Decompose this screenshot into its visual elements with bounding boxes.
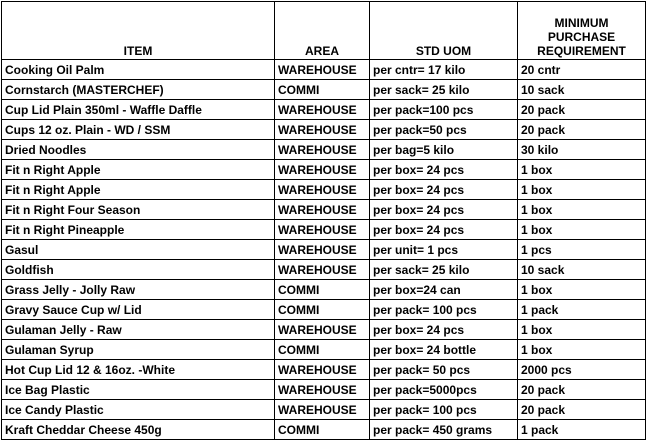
- item-cell: Gasul: [2, 240, 275, 260]
- std-uom-cell: per pack= 50 pcs: [370, 360, 518, 380]
- table-row: [2, 340, 646, 360]
- item-cell: Grass Jelly - Jolly Raw: [2, 280, 275, 300]
- item-cell: Cup Lid Plain 350ml - Waffle Daffle: [2, 100, 275, 120]
- std-uom-cell: per box= 24 pcs: [370, 180, 518, 200]
- area-cell: WAREHOUSE: [275, 260, 370, 280]
- min-purchase-cell: 1 pcs: [518, 240, 646, 260]
- min-purchase-cell: 2000 pcs: [518, 360, 646, 380]
- table-body: [2, 60, 646, 440]
- area-cell: WAREHOUSE: [275, 360, 370, 380]
- std-uom-cell: per box= 24 bottle: [370, 340, 518, 360]
- table-row: [2, 200, 646, 220]
- std-uom-cell: per pack=5000pcs: [370, 380, 518, 400]
- area-cell: WAREHOUSE: [275, 120, 370, 140]
- item-cell: Gravy Sauce Cup w/ Lid: [2, 300, 275, 320]
- std-uom-cell: per bag=5 kilo: [370, 140, 518, 160]
- table-row: [2, 140, 646, 160]
- area-cell: WAREHOUSE: [275, 160, 370, 180]
- table-row: [2, 220, 646, 240]
- table-row: [2, 60, 646, 80]
- item-cell: Fit n Right Apple: [2, 160, 275, 180]
- item-cell: Kraft Cheddar Cheese 450g: [2, 420, 275, 440]
- table-row: [2, 240, 646, 260]
- std-uom-cell: per unit= 1 pcs: [370, 240, 518, 260]
- header-area: AREA: [275, 2, 370, 60]
- std-uom-cell: per sack= 25 kilo: [370, 80, 518, 100]
- item-cell: Fit n Right Apple: [2, 180, 275, 200]
- item-cell: Goldfish: [2, 260, 275, 280]
- std-uom-cell: per pack=100 pcs: [370, 100, 518, 120]
- std-uom-cell: per pack= 100 pcs: [370, 300, 518, 320]
- header-item: ITEM: [2, 2, 275, 60]
- table-row: [2, 80, 646, 100]
- std-uom-cell: per sack= 25 kilo: [370, 260, 518, 280]
- area-cell: WAREHOUSE: [275, 60, 370, 80]
- item-cell: Ice Candy Plastic: [2, 400, 275, 420]
- item-cell: Cooking Oil Palm: [2, 60, 275, 80]
- min-purchase-cell: 1 box: [518, 160, 646, 180]
- header-min-line1: MINIMUM: [554, 16, 609, 30]
- item-cell: Cornstarch (MASTERCHEF): [2, 80, 275, 100]
- min-purchase-cell: 1 pack: [518, 300, 646, 320]
- area-cell: WAREHOUSE: [275, 320, 370, 340]
- std-uom-cell: per cntr= 17 kilo: [370, 60, 518, 80]
- header-row: [2, 2, 646, 60]
- item-cell: Gulaman Syrup: [2, 340, 275, 360]
- table-row: [2, 360, 646, 380]
- std-uom-cell: per pack=50 pcs: [370, 120, 518, 140]
- std-uom-cell: per box= 24 pcs: [370, 320, 518, 340]
- std-uom-cell: per box= 24 pcs: [370, 220, 518, 240]
- area-cell: COMMI: [275, 420, 370, 440]
- area-cell: WAREHOUSE: [275, 220, 370, 240]
- min-purchase-cell: 20 pack: [518, 120, 646, 140]
- header-std-uom: STD UOM: [370, 2, 518, 60]
- min-purchase-cell: 20 pack: [518, 380, 646, 400]
- area-cell: WAREHOUSE: [275, 200, 370, 220]
- header-min-line3: REQUIREMENT: [537, 44, 626, 58]
- table-row: [2, 260, 646, 280]
- area-cell: COMMI: [275, 80, 370, 100]
- item-cell: Dried Noodles: [2, 140, 275, 160]
- area-cell: WAREHOUSE: [275, 240, 370, 260]
- area-cell: WAREHOUSE: [275, 400, 370, 420]
- table-row: [2, 280, 646, 300]
- table-row: [2, 100, 646, 120]
- purchase-requirement-table: [1, 1, 646, 440]
- min-purchase-cell: 10 sack: [518, 80, 646, 100]
- area-cell: WAREHOUSE: [275, 140, 370, 160]
- table-row: [2, 120, 646, 140]
- item-cell: Fit n Right Pineapple: [2, 220, 275, 240]
- item-cell: Hot Cup Lid 12 & 16oz. -White: [2, 360, 275, 380]
- std-uom-cell: per pack= 100 pcs: [370, 400, 518, 420]
- area-cell: WAREHOUSE: [275, 100, 370, 120]
- header-min-line2: PURCHASE: [547, 30, 616, 44]
- table-row: [2, 400, 646, 420]
- std-uom-cell: per box= 24 pcs: [370, 200, 518, 220]
- item-cell: Cups 12 oz. Plain - WD / SSM: [2, 120, 275, 140]
- min-purchase-cell: 20 pack: [518, 400, 646, 420]
- area-cell: COMMI: [275, 340, 370, 360]
- item-cell: Gulaman Jelly - Raw: [2, 320, 275, 340]
- table-row: [2, 160, 646, 180]
- min-purchase-cell: 1 box: [518, 280, 646, 300]
- min-purchase-cell: 1 box: [518, 180, 646, 200]
- area-cell: COMMI: [275, 280, 370, 300]
- min-purchase-cell: 20 cntr: [518, 60, 646, 80]
- item-cell: Ice Bag Plastic: [2, 380, 275, 400]
- std-uom-cell: per box= 24 pcs: [370, 160, 518, 180]
- min-purchase-cell: 10 sack: [518, 260, 646, 280]
- area-cell: WAREHOUSE: [275, 380, 370, 400]
- min-purchase-cell: 1 box: [518, 320, 646, 340]
- area-cell: COMMI: [275, 300, 370, 320]
- table-row: [2, 380, 646, 400]
- area-cell: WAREHOUSE: [275, 180, 370, 200]
- std-uom-cell: per box=24 can: [370, 280, 518, 300]
- min-purchase-cell: 1 box: [518, 220, 646, 240]
- min-purchase-cell: 1 pack: [518, 420, 646, 440]
- std-uom-cell: per pack= 450 grams: [370, 420, 518, 440]
- header-minimum-purchase: [518, 2, 646, 60]
- min-purchase-cell: 1 box: [518, 340, 646, 360]
- min-purchase-cell: 20 pack: [518, 100, 646, 120]
- table-row: [2, 180, 646, 200]
- table-row: [2, 300, 646, 320]
- min-purchase-cell: 30 kilo: [518, 140, 646, 160]
- item-cell: Fit n Right Four Season: [2, 200, 275, 220]
- min-purchase-cell: 1 box: [518, 200, 646, 220]
- table-row: [2, 320, 646, 340]
